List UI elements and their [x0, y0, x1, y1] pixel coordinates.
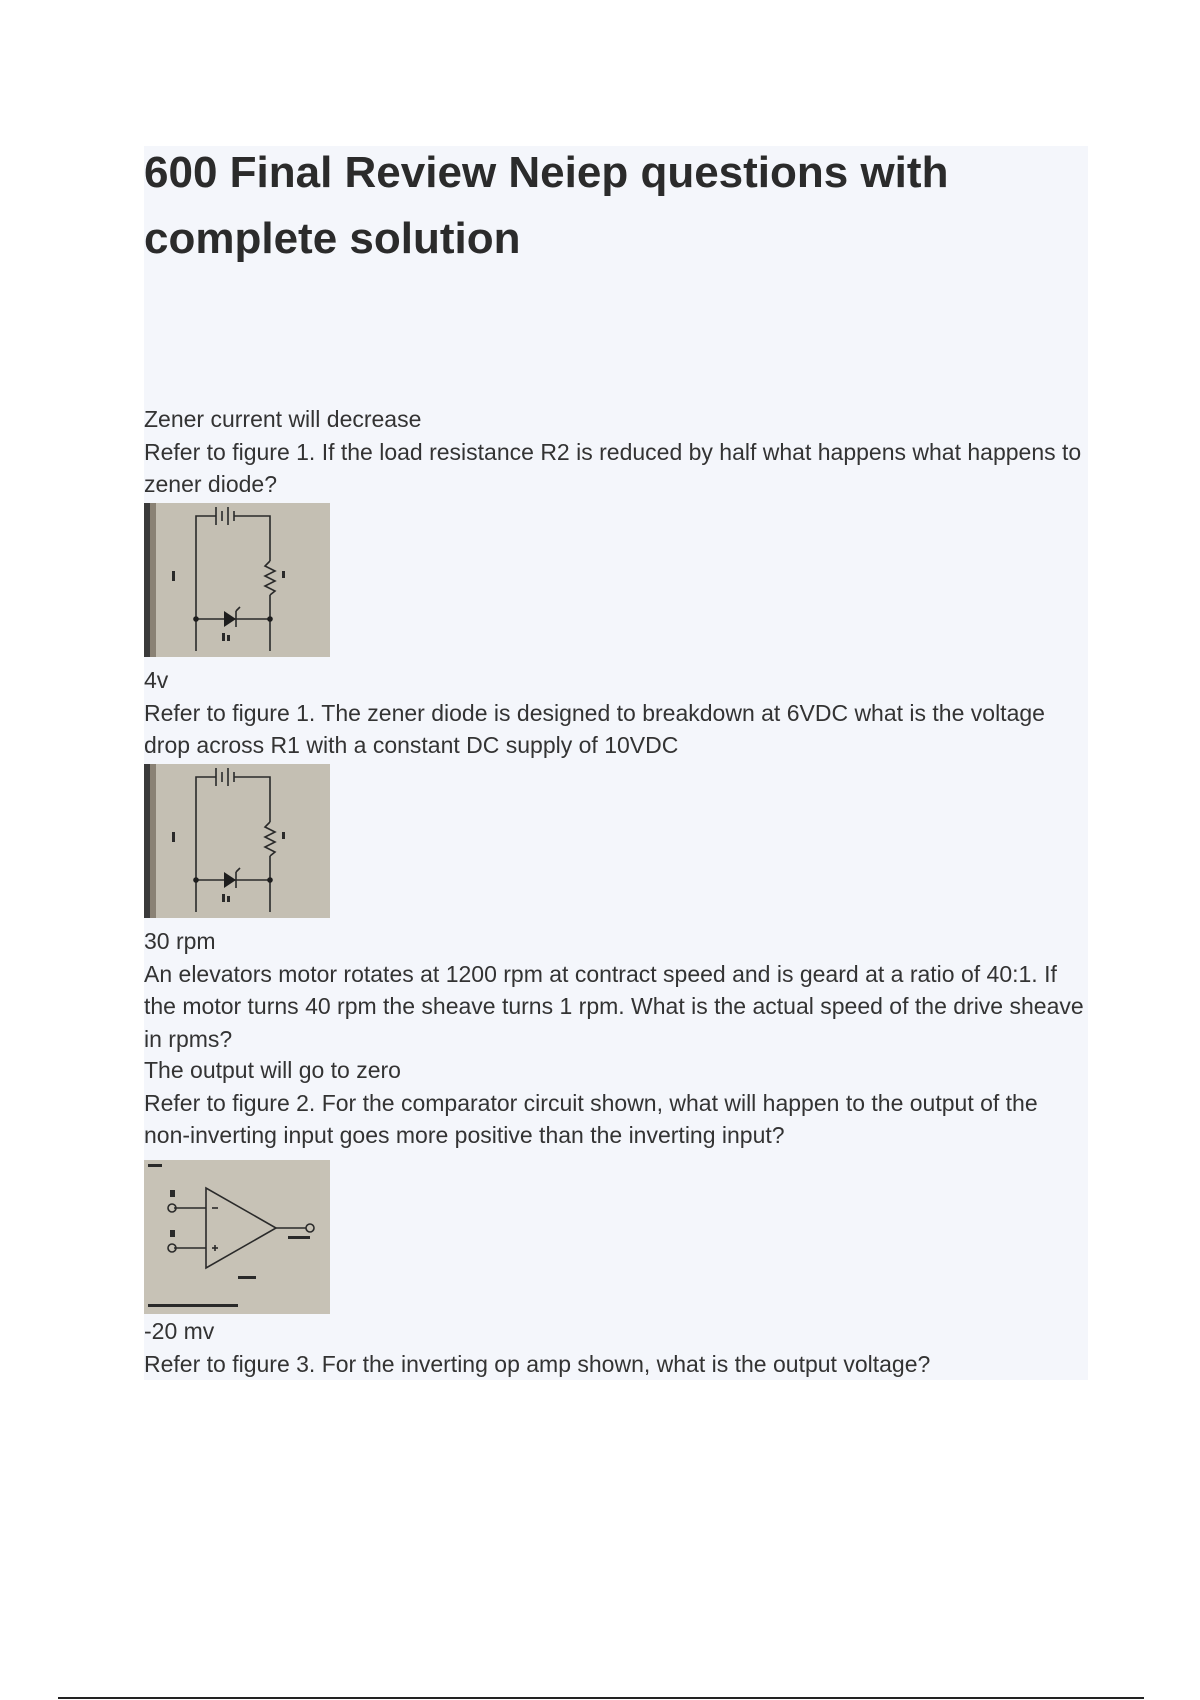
answer-text: 30 rpm — [144, 928, 216, 954]
question-text: Refer to figure 3. For the inverting op amp shown, what is the output voltage? — [144, 1350, 931, 1377]
qa-item-1 — [144, 403, 1088, 657]
answer-text: -20 mv — [144, 1318, 215, 1344]
question-text: An elevators motor rotates at 1200 rpm at contract speed and is geard at a ratio of 40:1. If the motor turns 40 rpm the sheave turns 1 rpm. What is the actual speed of the drive sheave in rpms? — [144, 960, 1084, 1052]
qa-item-2 — [144, 664, 1088, 918]
comparator-circuit-figure — [144, 1160, 330, 1314]
document-title: 600 Final Review Neiep questions with complete solution — [144, 148, 949, 263]
zener-circuit-figure — [144, 503, 330, 657]
qa-item-4 — [144, 1054, 1088, 1314]
comparator-circuit-icon — [144, 1160, 330, 1314]
question-text: Refer to figure 2. For the comparator circuit shown, what will happen to the output of the non-inverting input goes more positive than the inverting input? — [144, 1089, 1038, 1148]
footer-divider — [58, 1697, 1144, 1699]
zener-circuit-icon — [144, 503, 330, 657]
answer-text: Zener current will decrease — [144, 406, 422, 432]
question-text: Refer to figure 1. The zener diode is designed to breakdown at 6VDC what is the voltage drop across R1 with a constant DC supply of 10VDC — [144, 699, 1045, 758]
question-text: Refer to figure 1. If the load resistance R2 is reduced by half what happens what happens to zener diode? — [144, 438, 1082, 497]
answer-text: 4v — [144, 667, 169, 693]
answer-text: The output will go to zero — [144, 1057, 401, 1083]
qa-item-3 — [144, 925, 1088, 1055]
zener-circuit-icon — [144, 764, 330, 918]
zener-circuit-figure — [144, 764, 330, 918]
qa-item-5 — [144, 1315, 1088, 1380]
